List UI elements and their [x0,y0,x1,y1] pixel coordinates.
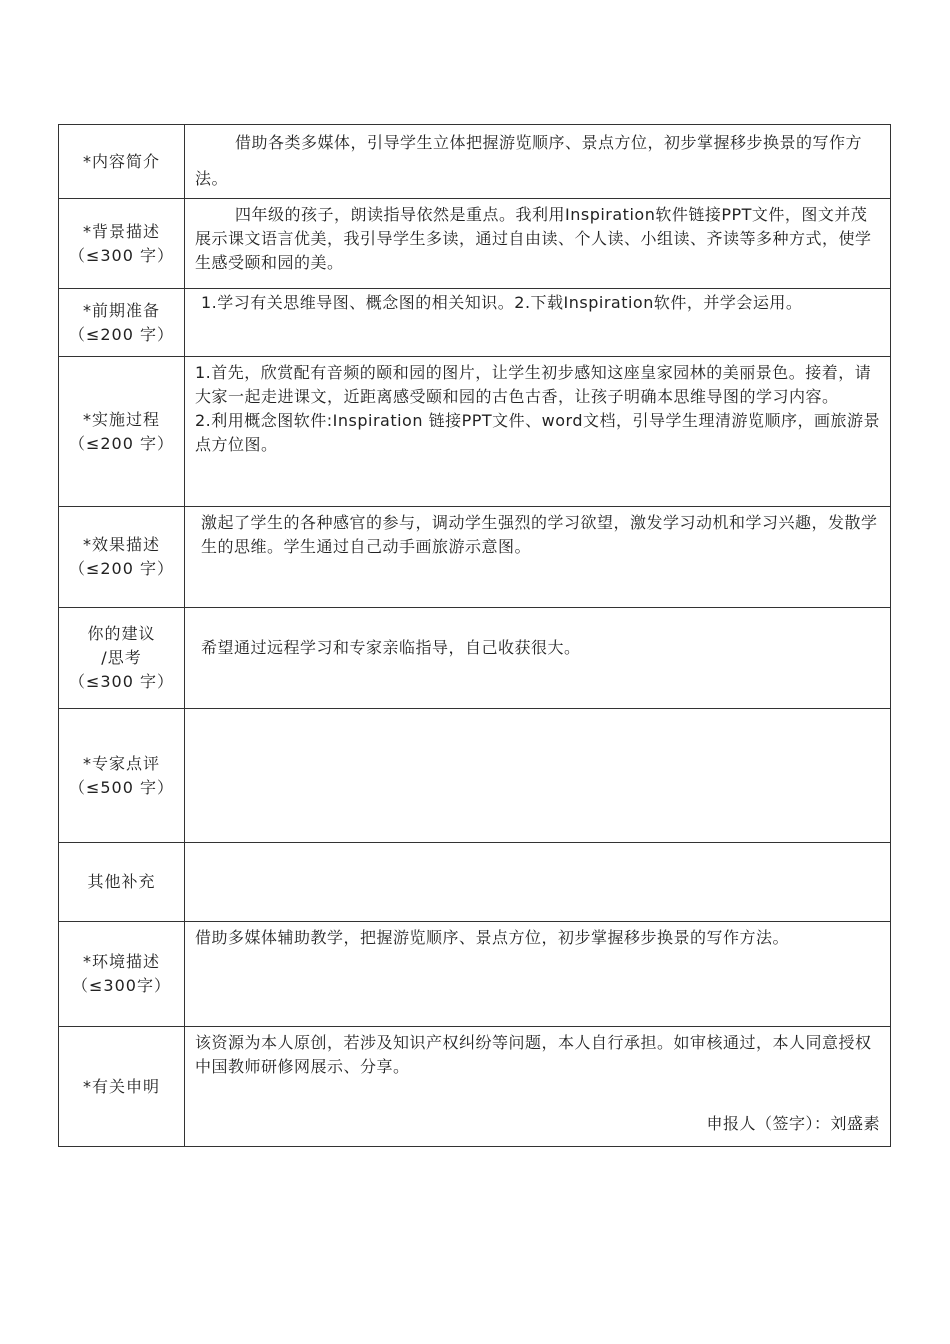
label-line: *专家点评 [82,753,160,773]
label-line: *效果描述 [82,535,160,554]
label-line: *有关申明 [82,1076,160,1096]
row-label [59,199,185,289]
content-paragraph: 1.首先，欣赏配有音频的颐和园的图片，让学生初步感知这座皇家园林的美丽景色。接着，请大家一起走进课文，近距离感受颐和园的古色古香，让孩子明确本思维导图的学习内容。 [195,363,872,406]
label-line: （≤300 字） [68,245,175,265]
label-line: （≤200 字） [68,559,175,578]
content-paragraph: 希望通过远程学习和专家亲临指导，自己收获很大。 [201,638,581,657]
form-row-effect [59,507,891,608]
row-label [59,843,185,922]
form-row-other [59,843,891,922]
label-line: 你的建议 [87,624,156,643]
label-line: *前期准备 [82,300,160,320]
content-paragraph: 该资源为本人原创，若涉及知识产权纠纷等问题，本人自行承担。如审核通过，本人同意授权中国教师研修网展示、分享。 [195,1033,872,1076]
label-line: /思考 [101,648,142,667]
row-label [59,507,185,608]
content-paragraph: 借助各类多媒体，引导学生立体把握游览顺序、景点方位，初步掌握移步换景的写作方法。 [195,133,863,188]
label-line: （≤300字） [72,976,171,995]
content-paragraph: 激起了学生的各种感官的参与，调动学生强烈的学习欲望，激发学习动机和学习兴趣，发散学生的思维。学生通过自己动手画旅游示意图。 [201,513,878,556]
label-line: *背景描述 [82,221,160,241]
row-content [185,125,891,199]
label-line: （≤500 字） [68,777,175,797]
row-content [185,357,891,507]
row-content-empty [185,709,891,843]
row-label [59,922,185,1027]
signature-line: 申报人（签字）：刘盛素 [706,1114,880,1133]
content-paragraph: 2.利用概念图软件:Inspiration 链接PPT文件、word文档，引导学生理清游览顺序，画旅游景点方位图。 [195,411,880,454]
form-row-suggestion [59,608,891,709]
row-content [185,1027,891,1147]
form-row-background [59,199,891,289]
label-line: （≤200 字） [68,433,175,453]
row-label [59,709,185,843]
application-form-table [58,124,891,1147]
form-row-expert-review [59,709,891,843]
row-label [59,1027,185,1147]
row-label [59,289,185,357]
form-row-declaration [59,1027,891,1147]
content-paragraph: 四年级的孩子，朗读指导依然是重点。我利用Inspiration软件链接PPT文件，图文并茂展示课文语言优美，我引导学生多读，通过自由读、个人读、小组读、齐读等多种方式，使学生感受颐和园的美。 [195,205,872,272]
row-content [185,922,891,1027]
form-row-content-summary [59,125,891,199]
row-content [185,199,891,289]
row-label [59,125,185,199]
label-line: *实施过程 [82,409,160,429]
row-content [185,289,891,357]
label-line: （≤200 字） [68,324,175,344]
label-line: *内容简介 [82,151,160,171]
content-paragraph: 借助多媒体辅助教学，把握游览顺序、景点方位，初步掌握移步换景的写作方法。 [195,928,790,947]
row-content-empty [185,843,891,922]
row-label [59,608,185,709]
label-line: *环境描述 [82,952,160,971]
row-label [59,357,185,507]
form-row-implementation [59,357,891,507]
form-row-preparation [59,289,891,357]
label-line: 其他补充 [87,872,156,891]
form-row-environment [59,922,891,1027]
label-line: （≤300 字） [68,672,175,691]
content-paragraph: 1.学习有关思维导图、概念图的相关知识。2.下载Inspiration软件，并学会运用。 [201,293,803,312]
row-content [185,608,891,709]
row-content [185,507,891,608]
